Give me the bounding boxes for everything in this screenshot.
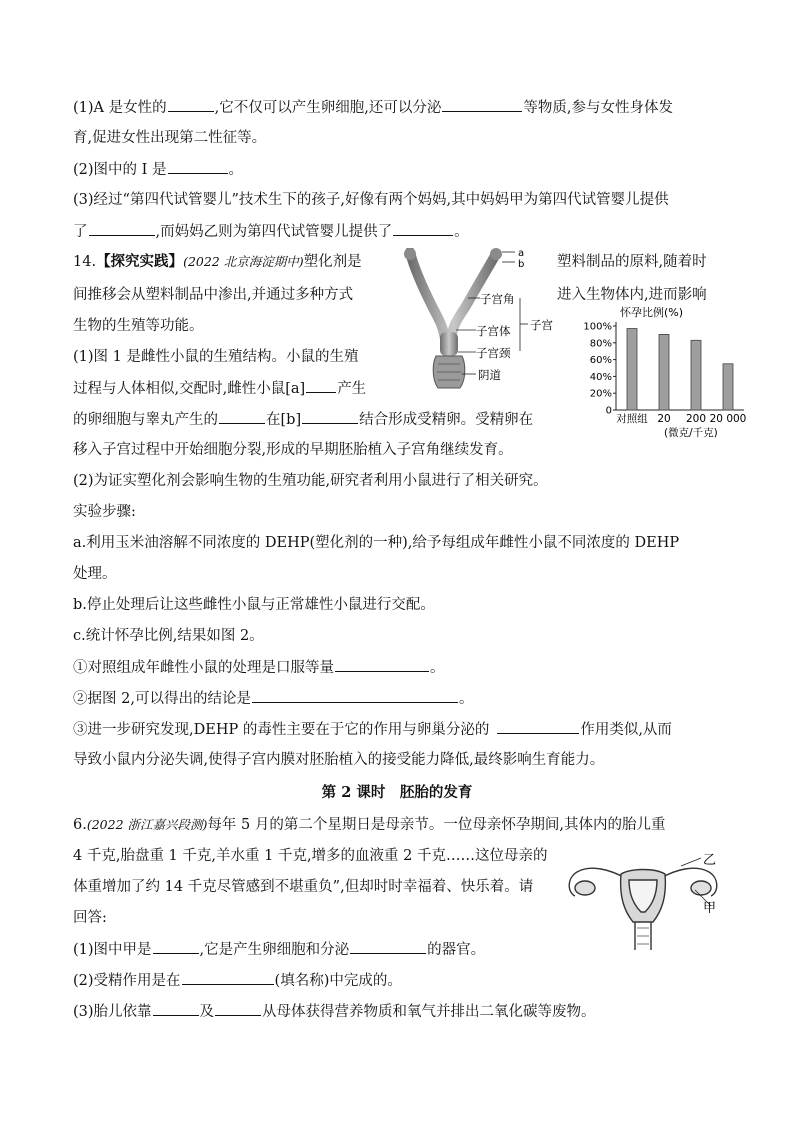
x-tick-label: 对照组: [616, 413, 648, 425]
q6-sub2: (2)受精作用是在 (填名称)中完成的。: [73, 970, 402, 991]
blank[interactable]: [153, 1001, 199, 1016]
q13-item3b: 了 ,而妈妈乙则为第四代试管婴儿提供了 。: [73, 221, 469, 242]
y-tick-label: 80%: [589, 338, 612, 350]
bar: [691, 340, 701, 410]
bar: [723, 364, 733, 410]
q14-p1b: 过程与人体相似,交配时,雌性小鼠[a] 产生: [73, 378, 366, 399]
q6-line3: 体重增加了约 14 千克尽管感到不堪重负”,但却时时幸福着、快乐着。请: [73, 879, 534, 895]
q14-p1d: 移入子宫过程中开始细胞分裂,形成的早期胚胎植入子宫角继续发育。: [73, 442, 513, 458]
pregnancy-rate-chart: [576, 302, 746, 444]
q14-intro-line1: 14.【探究实践】(2022 北京海淀期中)塑化剂是: [73, 253, 362, 270]
blank[interactable]: [442, 97, 522, 112]
q14-q3b: 导致小鼠内分泌失调,使得子宫内膜对胚胎植入的接受能力降低,最终影响生育能力。: [73, 752, 605, 768]
label-uterine-horn: 子宫角: [480, 292, 515, 306]
label-cervix: 子宫颈: [476, 346, 511, 360]
q14-q1: ①对照组成年雌性小鼠的处理是口服等量 。: [73, 657, 445, 678]
blank[interactable]: [215, 1001, 261, 1016]
q14-step-c: c.统计怀孕比例,结果如图 2。: [73, 628, 264, 644]
q14-step-b: b.停止处理后让这些雌性小鼠与正常雄性小鼠进行交配。: [73, 597, 435, 613]
chart-x-unit: (微克/千克): [664, 427, 718, 439]
uterus-illustration: [569, 868, 717, 950]
q14-p1c: 的卵细胞与睾丸产生的 在[b] 结合形成受精卵。受精卵在: [73, 409, 533, 430]
q13-item2: (2)图中的 I 是 。: [73, 159, 243, 180]
q14-q3: ③进一步研究发现,DEHP 的毒性主要在于它的作用与卵巢分泌的 作用类似,从而: [73, 719, 672, 740]
q14-steps-title: 实验步骤:: [73, 504, 136, 520]
female-reproductive-figure: [563, 848, 723, 954]
label-b: b: [518, 259, 525, 270]
q13-item1b: 育,促进女性出现第二性征等。: [73, 130, 267, 146]
q14-step-a2: 处理。: [73, 566, 117, 582]
label-a: a: [518, 248, 525, 259]
y-tick-label: 100%: [583, 321, 612, 333]
blank[interactable]: [219, 409, 265, 424]
blank[interactable]: [182, 970, 274, 985]
blank[interactable]: [89, 221, 155, 236]
q14-p1a: (1)图 1 是雌性小鼠的生殖结构。小鼠的生殖: [73, 349, 359, 365]
blank[interactable]: [168, 159, 228, 174]
blank[interactable]: [335, 657, 429, 672]
chart-title: 怀孕比例(%): [620, 306, 684, 319]
q13-item1: (1)A 是女性的 ,它不仅可以产生卵细胞,还可以分泌 等物质,参与女性身体发: [73, 97, 673, 118]
x-tick-label: 200: [685, 413, 707, 425]
q6-sub1: (1)图中甲是 ,它是产生卵细胞和分泌 的器官。: [73, 939, 485, 960]
uterus-shape: [404, 248, 502, 388]
blank[interactable]: [168, 97, 214, 112]
y-tick-label: 20%: [589, 388, 612, 400]
q14-q2: ②据图 2,可以得出的结论是 。: [73, 688, 473, 709]
q14-intro-line2b: 进入生物体内,进而影响: [557, 287, 707, 303]
lesson-title: 第 2 课时 胚胎的发育: [321, 784, 473, 801]
q14-intro-line3: 生物的生殖等功能。: [73, 318, 204, 334]
x-tick-label: 20 000: [709, 413, 746, 425]
q6-line2: 4 千克,胎盘重 1 千克,羊水重 1 千克,增多的血液重 2 千克……这位母亲的: [73, 848, 548, 864]
blank[interactable]: [393, 221, 453, 236]
blank[interactable]: [306, 378, 336, 393]
q14-intro-line1b: 塑料制品的原料,随着时: [557, 254, 707, 270]
label-yi: 乙: [703, 853, 717, 868]
label-uterine-body: 子宫体: [476, 324, 511, 338]
mouse-reproductive-figure: [392, 248, 558, 398]
label-uterus: 子宫: [530, 318, 553, 332]
x-tick-label: 20: [657, 413, 671, 425]
blank[interactable]: [153, 939, 199, 954]
bar: [659, 334, 669, 410]
blank[interactable]: [350, 939, 426, 954]
blank[interactable]: [252, 688, 458, 703]
q14-p2: (2)为证实塑化剂会影响生物的生殖功能,研究者利用小鼠进行了相关研究。: [73, 473, 548, 489]
q14-step-a1: a.利用玉米油溶解不同浓度的 DEHP(塑化剂的一种),给予每组成年雌性小鼠不同浓度的 DEHP: [73, 535, 680, 551]
label-vagina: 阴道: [478, 368, 501, 382]
q13-item3: (3)经过“第四代试管婴儿”技术生下的孩子,好像有两个妈妈,其中妈妈甲为第四代试管婴儿提供: [73, 192, 669, 208]
y-tick-label: 0: [605, 405, 612, 417]
q6-sub3: (3)胎儿依靠 及 从母体获得营养物质和氧气并排出二氧化碳等废物。: [73, 1001, 596, 1022]
blank[interactable]: [302, 409, 358, 424]
label-jia: 甲: [703, 901, 717, 916]
bar: [627, 329, 637, 410]
blank[interactable]: [497, 719, 579, 734]
q6-line1: 6.(2022 浙江嘉兴段测)每年 5 月的第二个星期日是母亲节。一位母亲怀孕期间,其体内的胎儿重: [73, 817, 666, 833]
q14-intro-line2: 间推移会从塑料制品中渗出,并通过多种方式: [73, 287, 354, 303]
y-tick-label: 40%: [589, 371, 612, 383]
y-tick-label: 60%: [589, 355, 612, 367]
q6-line4: 回答:: [73, 910, 107, 926]
